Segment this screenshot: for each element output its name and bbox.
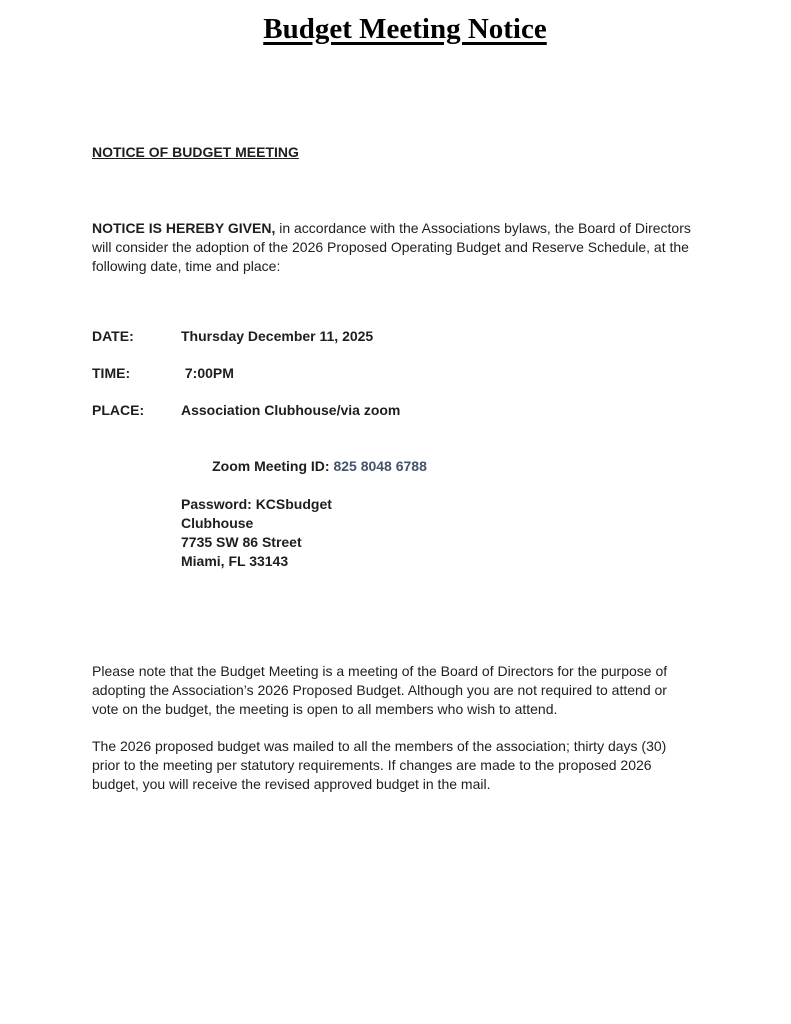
zoom-meeting-id-line <box>181 438 718 495</box>
time-value: 7:00PM <box>181 365 234 381</box>
zoom-meeting-id-value: 825 8048 6788 <box>333 458 427 474</box>
document-content <box>0 10 791 794</box>
page-title <box>92 10 718 48</box>
intro-lead-text: NOTICE IS HEREBY GIVEN, <box>92 220 276 236</box>
place-label: PLACE: <box>92 402 145 418</box>
zoom-location-line: Clubhouse <box>181 515 254 531</box>
meeting-details <box>92 327 718 420</box>
date-label: DATE: <box>92 328 134 344</box>
detail-row-place <box>92 401 718 420</box>
zoom-meeting-id-label: Zoom Meeting ID: <box>212 458 334 474</box>
closing-paragraph-2: The 2026 proposed budget was mailed to all the members of the association; thirty days (30) prior to the meeting per statutory requirements. If changes are made to the proposed 2026 budget, you will receive the revised approved budget in the mail. <box>92 738 667 792</box>
place-value: Association Clubhouse/via zoom <box>181 402 401 418</box>
date-value: Thursday December 11, 2025 <box>181 328 374 344</box>
detail-row-time <box>92 364 718 383</box>
intro-paragraph <box>92 219 718 276</box>
closing-paragraph-1: Please note that the Budget Meeting is a meeting of the Board of Directors for the purpose of adopting the Association’s 2026 Proposed Budget. Although you are not required to attend or vote on the budget, the meeting is open to all members who wish to attend. <box>92 663 668 717</box>
zoom-street-line: 7735 SW 86 Street <box>181 534 302 550</box>
intro-body-text: in accordance with the Associations bylaws, the Board of Directors will consider the adoption of the 2026 Proposed Operating Budget and Reserve Schedule, at the following date, time and place: <box>92 220 691 274</box>
section-heading: NOTICE OF BUDGET MEETING <box>92 144 299 160</box>
zoom-info-block <box>181 438 718 571</box>
time-label: TIME: <box>92 365 131 381</box>
page-title-text: Budget Meeting Notice <box>263 13 547 45</box>
zoom-password-line: Password: KCSbudget <box>181 496 332 512</box>
zoom-city-line: Miami, FL 33143 <box>181 553 289 569</box>
detail-row-date <box>92 327 718 346</box>
